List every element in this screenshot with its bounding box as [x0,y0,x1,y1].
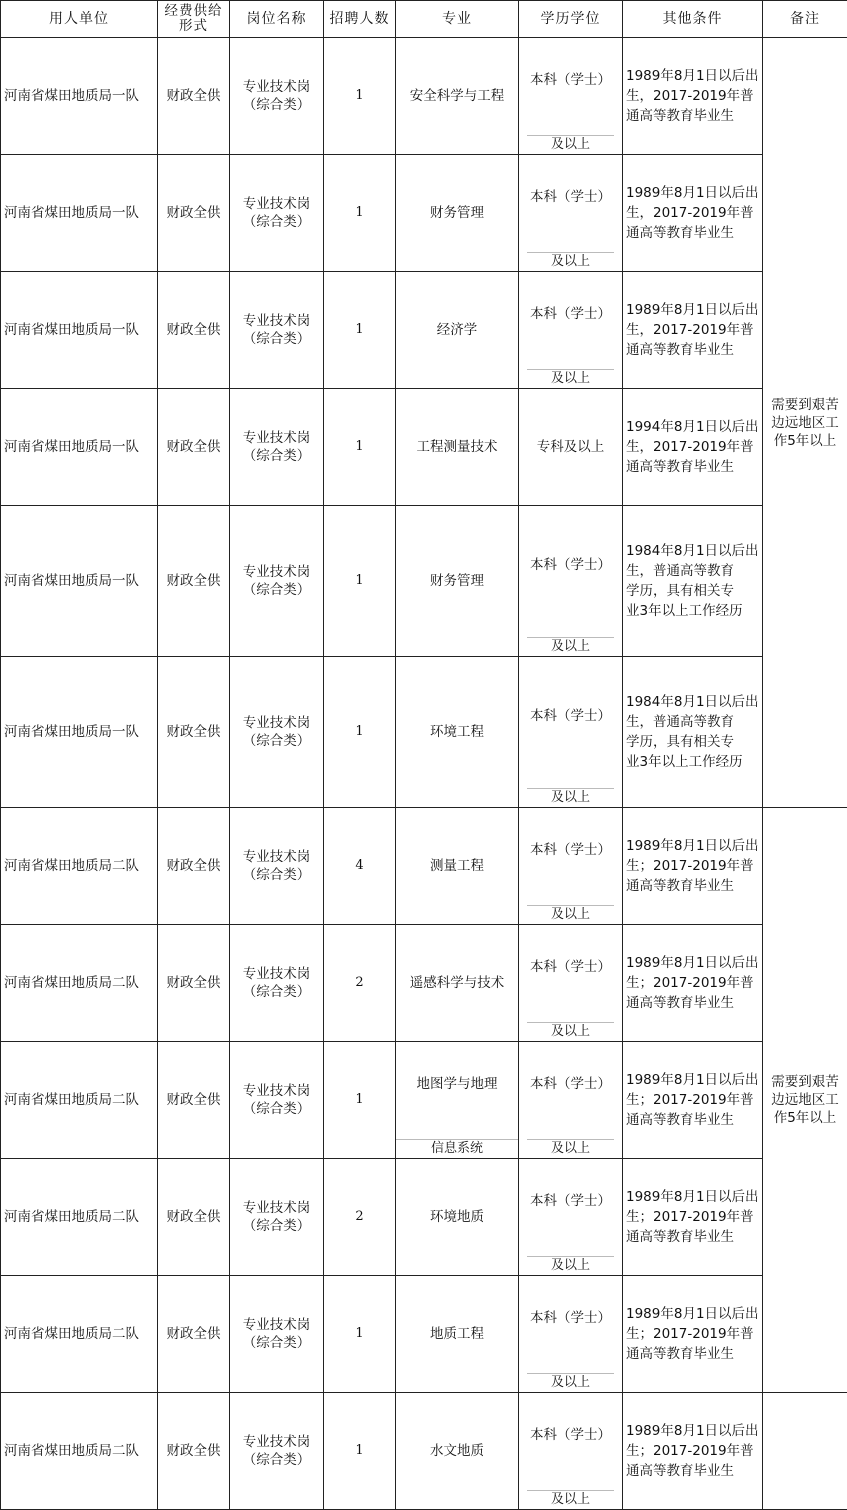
condition-line: 通高等教育毕业生 [626,106,760,126]
post-category: （综合类） [243,1101,311,1117]
post-name: 专业技术岗 [243,1434,311,1450]
condition-line: 1984年8月1日以后出 [626,541,760,561]
count-cell: 1 [324,506,396,657]
condition-line: 1989年8月1日以后出 [626,953,760,973]
unit-cell: 河南省煤田地质局一队 [1,272,158,389]
degree-sub: 及以上 [527,369,615,388]
conditions-cell [623,1393,763,1510]
table-row [1,38,847,155]
conditions-cell [623,155,763,272]
condition-line: 生，2017-2019年普 [626,203,760,223]
post-category: （综合类） [243,214,311,230]
condition-line: 生；2017-2019年普 [626,1441,760,1461]
post-name: 专业技术岗 [243,564,311,580]
post-category: （综合类） [243,331,311,347]
funding-cell: 财政全供 [158,1393,230,1510]
post-category: （综合类） [243,582,311,598]
condition-line: 学历，具有相关专 [626,732,760,752]
funding-cell: 财政全供 [158,272,230,389]
degree-main: 本科（学士） [519,925,622,1022]
unit-cell: 河南省煤田地质局二队 [1,808,158,925]
table-row [1,506,847,657]
major-name: 地图学与地理 [396,1042,518,1139]
degree-cell [519,272,623,389]
condition-line: 业3年以上工作经历 [626,752,760,772]
unit-cell: 河南省煤田地质局二队 [1,1159,158,1276]
condition-line: 1989年8月1日以后出 [626,836,760,856]
condition-line: 生，2017-2019年普 [626,437,760,457]
degree-cell [519,1042,623,1159]
major-cell: 安全科学与工程 [396,38,519,155]
degree-main: 本科（学士） [519,808,622,905]
post-cell [230,272,324,389]
post-name: 专业技术岗 [243,313,311,329]
degree-main: 本科（学士） [519,1276,622,1373]
post-cell [230,1159,324,1276]
degree-cell [519,1393,623,1510]
condition-line: 生；2017-2019年普 [626,1207,760,1227]
post-cell [230,1276,324,1393]
condition-line: 通高等教育毕业生 [626,457,760,477]
post-category: （综合类） [243,984,311,1000]
post-cell [230,1042,324,1159]
post-name: 专业技术岗 [243,1083,311,1099]
conditions-cell [623,1276,763,1393]
conditions-cell [623,38,763,155]
funding-cell: 财政全供 [158,506,230,657]
condition-line: 通高等教育毕业生 [626,876,760,896]
funding-cell: 财政全供 [158,925,230,1042]
condition-line: 生，普通高等教育 [626,712,760,732]
degree-sub: 及以上 [527,1373,615,1392]
post-category: （综合类） [243,97,311,113]
post-category: （综合类） [243,448,311,464]
post-cell [230,657,324,808]
table-row [1,155,847,272]
conditions-cell [623,1042,763,1159]
degree-sub: 及以上 [527,1022,615,1041]
funding-cell: 财政全供 [158,1276,230,1393]
degree-main: 本科（学士） [519,1042,622,1139]
post-cell [230,389,324,506]
degree-sub: 及以上 [527,1256,615,1275]
condition-line: 1989年8月1日以后出 [626,66,760,86]
count-cell: 1 [324,1276,396,1393]
degree-cell [519,1276,623,1393]
degree-main: 本科（学士） [519,38,622,135]
header-degree: 学历学位 [519,1,623,38]
table-row [1,272,847,389]
condition-line: 生，普通高等教育 [626,561,760,581]
unit-cell: 河南省煤田地质局一队 [1,657,158,808]
table-row [1,808,847,925]
post-cell [230,155,324,272]
post-cell [230,925,324,1042]
count-cell: 1 [324,155,396,272]
degree-main: 本科（学士） [519,155,622,252]
degree-cell [519,506,623,657]
post-cell [230,808,324,925]
header-row [1,1,847,38]
table-row [1,389,847,506]
major-cell: 经济学 [396,272,519,389]
post-name: 专业技术岗 [243,430,311,446]
degree-sub: 及以上 [527,252,615,271]
count-cell: 2 [324,1159,396,1276]
condition-line: 通高等教育毕业生 [626,1227,760,1247]
post-cell [230,38,324,155]
header-post: 岗位名称 [230,1,324,38]
post-name: 专业技术岗 [243,849,311,865]
degree-cell [519,38,623,155]
header-other: 其他条件 [623,1,763,38]
major-cell: 环境地质 [396,1159,519,1276]
table-row [1,1159,847,1276]
conditions-cell [623,272,763,389]
count-cell: 1 [324,38,396,155]
condition-line: 通高等教育毕业生 [626,223,760,243]
header-funding: 经费供给形式 [158,1,230,38]
post-category: （综合类） [243,1218,311,1234]
count-cell: 2 [324,925,396,1042]
major-cell: 遥感科学与技术 [396,925,519,1042]
condition-line: 生；2017-2019年普 [626,973,760,993]
post-name: 专业技术岗 [243,196,311,212]
conditions-cell [623,657,763,808]
condition-line: 1989年8月1日以后出 [626,1070,760,1090]
degree-sub: 及以上 [527,1139,615,1158]
count-cell: 1 [324,389,396,506]
conditions-cell [623,808,763,925]
funding-cell: 财政全供 [158,38,230,155]
header-count: 招聘人数 [324,1,396,38]
major-cell: 环境工程 [396,657,519,808]
condition-line: 1989年8月1日以后出 [626,1187,760,1207]
major-cell: 水文地质 [396,1393,519,1510]
condition-line: 通高等教育毕业生 [626,1344,760,1364]
conditions-cell [623,389,763,506]
count-cell: 1 [324,1042,396,1159]
degree-sub: 及以上 [527,135,615,154]
unit-cell: 河南省煤田地质局一队 [1,506,158,657]
condition-line: 学历，具有相关专 [626,581,760,601]
degree-cell [519,925,623,1042]
header-note: 备注 [763,1,847,38]
unit-cell: 河南省煤田地质局二队 [1,1393,158,1510]
condition-line: 1994年8月1日以后出 [626,417,760,437]
degree-cell [519,155,623,272]
condition-line: 通高等教育毕业生 [626,993,760,1013]
post-name: 专业技术岗 [243,966,311,982]
condition-line: 通高等教育毕业生 [626,1461,760,1481]
post-cell [230,506,324,657]
table-row [1,657,847,808]
degree-cell [519,1159,623,1276]
major-cell [396,1042,519,1159]
degree-sub: 及以上 [527,1490,615,1509]
post-category: （综合类） [243,733,311,749]
major-cell: 工程测量技术 [396,389,519,506]
major-cell: 地质工程 [396,1276,519,1393]
major-cell: 财务管理 [396,155,519,272]
post-name: 专业技术岗 [243,79,311,95]
condition-line: 通高等教育毕业生 [626,340,760,360]
count-cell: 1 [324,1393,396,1510]
funding-cell: 财政全供 [158,657,230,808]
condition-line: 业3年以上工作经历 [626,601,760,621]
conditions-cell [623,506,763,657]
condition-line: 生；2017-2019年普 [626,1324,760,1344]
funding-cell: 财政全供 [158,1159,230,1276]
degree-main: 本科（学士） [519,272,622,369]
post-name: 专业技术岗 [243,1317,311,1333]
post-name: 专业技术岗 [243,1200,311,1216]
header-major: 专业 [396,1,519,38]
count-cell: 4 [324,808,396,925]
unit-cell: 河南省煤田地质局二队 [1,1276,158,1393]
condition-line: 1989年8月1日以后出 [626,1304,760,1324]
unit-cell: 河南省煤田地质局一队 [1,389,158,506]
degree-main: 本科（学士） [519,657,622,788]
post-category: （综合类） [243,1452,311,1468]
funding-cell: 财政全供 [158,389,230,506]
degree-main: 本科（学士） [519,1393,622,1490]
unit-cell: 河南省煤田地质局二队 [1,925,158,1042]
note-cell-group1: 需要到艰苦边远地区工作5年以上 [763,38,847,808]
post-category: （综合类） [243,1335,311,1351]
degree-cell [519,808,623,925]
funding-cell: 财政全供 [158,808,230,925]
condition-line: 通高等教育毕业生 [626,1110,760,1130]
funding-cell: 财政全供 [158,155,230,272]
table-row [1,1042,847,1159]
major-cell: 测量工程 [396,808,519,925]
condition-line: 1984年8月1日以后出 [626,692,760,712]
conditions-cell [623,925,763,1042]
funding-cell: 财政全供 [158,1042,230,1159]
degree-sub: 及以上 [527,788,615,807]
degree-cell: 专科及以上 [519,389,623,506]
table-row [1,1393,847,1510]
post-name: 专业技术岗 [243,715,311,731]
degree-cell [519,657,623,808]
degree-sub: 及以上 [527,905,615,924]
table-row [1,1276,847,1393]
unit-cell: 河南省煤田地质局一队 [1,38,158,155]
degree-main: 本科（学士） [519,506,622,637]
condition-line: 生，2017-2019年普 [626,86,760,106]
condition-line: 生，2017-2019年普 [626,320,760,340]
table-row [1,925,847,1042]
header-unit: 用人单位 [1,1,158,38]
note-cell-group2: 需要到艰苦边远地区工作5年以上 [763,808,847,1393]
condition-line: 1989年8月1日以后出 [626,300,760,320]
major-cell: 财务管理 [396,506,519,657]
major-name-cont: 信息系统 [396,1139,518,1158]
condition-line: 生；2017-2019年普 [626,1090,760,1110]
degree-sub: 及以上 [527,637,615,656]
condition-line: 1989年8月1日以后出 [626,1421,760,1441]
condition-line: 生；2017-2019年普 [626,856,760,876]
count-cell: 1 [324,657,396,808]
unit-cell: 河南省煤田地质局二队 [1,1042,158,1159]
count-cell: 1 [324,272,396,389]
condition-line: 1989年8月1日以后出 [626,183,760,203]
post-category: （综合类） [243,867,311,883]
unit-cell: 河南省煤田地质局一队 [1,155,158,272]
degree-main: 本科（学士） [519,1159,622,1256]
note-cell-empty [763,1393,847,1510]
conditions-cell [623,1159,763,1276]
post-cell [230,1393,324,1510]
